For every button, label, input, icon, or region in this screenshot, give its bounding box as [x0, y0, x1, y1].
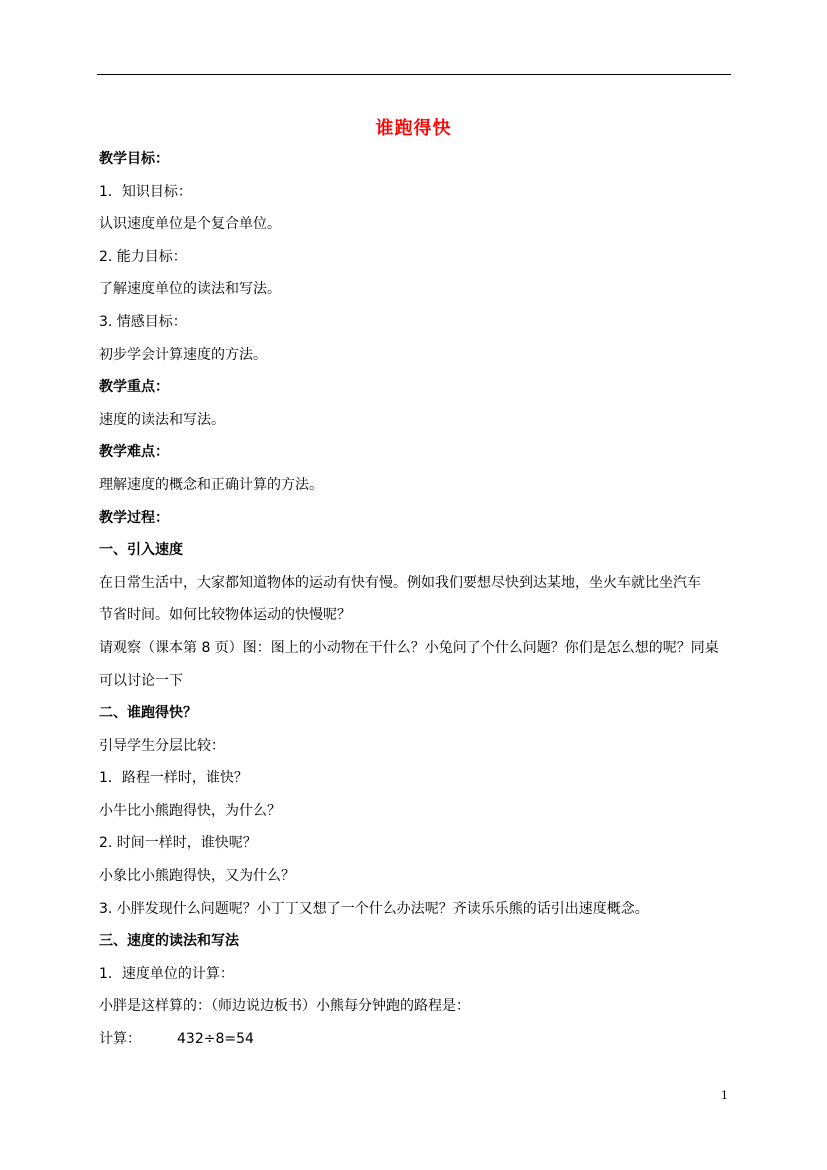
objective-2-text: 了解速度单位的读法和写法。 [99, 281, 281, 298]
objective-2-label: 2. 能力目标： [99, 248, 187, 265]
section-1-paragraph-2 [99, 638, 731, 691]
section-3-heading: 三、速度的读法和写法 [99, 933, 239, 950]
page-number: 1 [721, 1089, 728, 1102]
objective-3-label: 3. 情感目标： [99, 313, 187, 330]
section-2-answer-2: 小象比小熊跑得快，又为什么？ [99, 868, 295, 885]
paragraph-line: 请观察（课本第 8 页）图：图上的小动物在干什么？小兔问了个什么问题？你们是怎么想的呢？同桌 [99, 639, 719, 656]
objectives-heading: 教学目标： [99, 151, 169, 167]
paragraph-line: 在日常生活中，大家都知道物体的运动有快有慢。例如我们要想尽快到达某地，坐火车就比坐汽车 [99, 574, 701, 591]
objective-1-text: 认识速度单位是个复合单位。 [99, 216, 281, 233]
calculation-label: 计算： [99, 1031, 141, 1048]
section-3-item-1: 1．速度单位的计算： [99, 965, 234, 982]
objective-1-label: 1．知识目标： [99, 183, 192, 200]
difficulty-heading: 教学难点： [99, 444, 169, 461]
section-3-text: 小胖是这样算的：（师边说边板书）小熊每分钟跑的路程是： [99, 998, 470, 1015]
calculation-line [99, 1029, 731, 1049]
paragraph-line: 可以讨论一下 [99, 672, 183, 689]
document-body [99, 149, 731, 1062]
objective-3-text: 初步学会计算速度的方法。 [99, 346, 267, 363]
difficulty-text: 理解速度的概念和正确计算的方法。 [99, 476, 323, 493]
section-1-heading: 一、引入速度 [99, 542, 183, 559]
section-2-question-1: 1．路程一样时，谁快？ [99, 770, 248, 787]
keypoint-text: 速度的读法和写法。 [99, 411, 225, 428]
section-1-paragraph-1 [99, 573, 731, 626]
section-2-answer-1: 小牛比小熊跑得快，为什么？ [99, 802, 281, 819]
section-2-intro: 引导学生分层比较： [99, 737, 225, 754]
section-2-question-3: 3. 小胖发现什么问题呢？小丁丁又想了一个什么办法呢？齐读乐乐熊的话引出速度概念。 [99, 900, 649, 917]
calculation-expression: 432÷8=54 [177, 1031, 254, 1048]
header-rule [97, 74, 731, 75]
process-heading: 教学过程： [99, 509, 169, 526]
keypoint-heading: 教学重点： [99, 379, 169, 396]
document-title: 谁跑得快 [375, 118, 452, 139]
paragraph-line: 节省时间。如何比较物体运动的快慢呢？ [99, 607, 351, 624]
section-2-question-2: 2. 时间一样时，谁快呢？ [99, 835, 257, 852]
section-2-heading: 二、谁跑得快？ [99, 705, 197, 722]
